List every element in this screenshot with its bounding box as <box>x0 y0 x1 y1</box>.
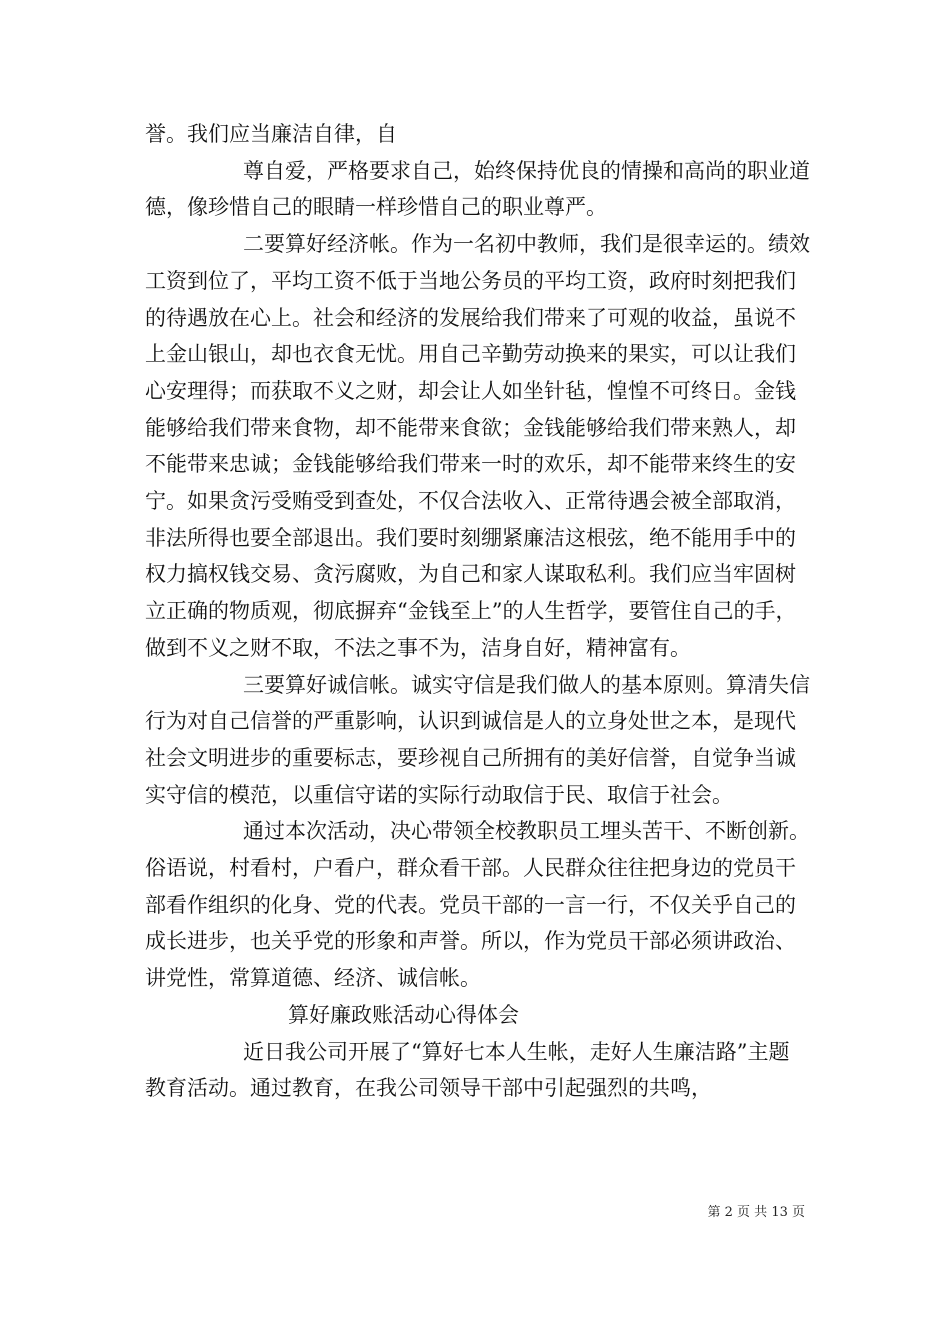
paragraph-activity-summary: 通过本次活动，决心带领全校教职员工埋头苦干、不断创新。俗语说，村看村，户看户，群众看干部。人民群众往往把身边的党员干部看作组织的化身、党的代表。党员干部的一言一行，不仅关乎自己的成长进步，也关乎党的形象和声誉。所以，作为党员干部必须讲政治、讲党性，常算道德、经济、诚信帐。 <box>145 819 810 991</box>
paragraph-integrity-account: 三要算好诚信帐。诚实守信是我们做人的基本原则。算清失信行为对自己信誉的严重影响，认识到诚信是人的立身处世之本，是现代社会文明进步的重要标志，要珍视自己所拥有的美好信誉，自觉争当诚实守信的模范，以重信守诺的实际行动取信于民、取信于社会。 <box>145 672 810 807</box>
section-title: 算好廉政账活动心得体会 <box>288 1002 519 1027</box>
paragraph-continuation: 誉。我们应当廉洁自律，自 <box>145 122 397 146</box>
paragraph-self-respect: 尊自爱，严格要求自己，始终保持优良的情操和高尚的职业道德，像珍惜自己的眼睛一样珍惜自己的职业尊严。 <box>145 158 810 220</box>
document-body <box>145 116 810 1107</box>
paragraph-economic-account: 二要算好经济帐。作为一名初中教师，我们是很幸运的。绩效工资到位了，平均工资不低于当地公务员的平均工资，政府时刻把我们的待遇放在心上。社会和经济的发展给我们带来了可观的收益，虽说不上金山银山，却也衣食无忧。用自己辛勤劳动换来的果实，可以让我们心安理得；而获取不义之财，却会让人如坐针毡，惶惶不可终日。金钱能够给我们带来食物，却不能带来食欲；金钱能够给我们带来熟人，却不能带来忠诚；金钱能够给我们带来一时的欢乐，却不能带来终生的安宁。如果贪污受贿受到查处，不仅合法收入、正常待遇会被全部取消，非法所得也要全部退出。我们要时刻绷紧廉洁这根弦，绝不能用手中的权力搞权钱交易、贪污腐败，为自己和家人谋取私利。我们应当牢固树立正确的物质观，彻底摒弃“金钱至上”的人生哲学，要管住自己的手，做到不义之财不取，不法之事不为，洁身自好，精神富有。 <box>145 232 810 660</box>
page-number-footer: 第 2 页 共 13 页 <box>707 1205 805 1220</box>
paragraph-company-activity: 近日我公司开展了“算好七本人生帐，走好人生廉洁路”主题教育活动。通过教育，在我公司领导干部中引起强烈的共鸣， <box>145 1039 790 1101</box>
